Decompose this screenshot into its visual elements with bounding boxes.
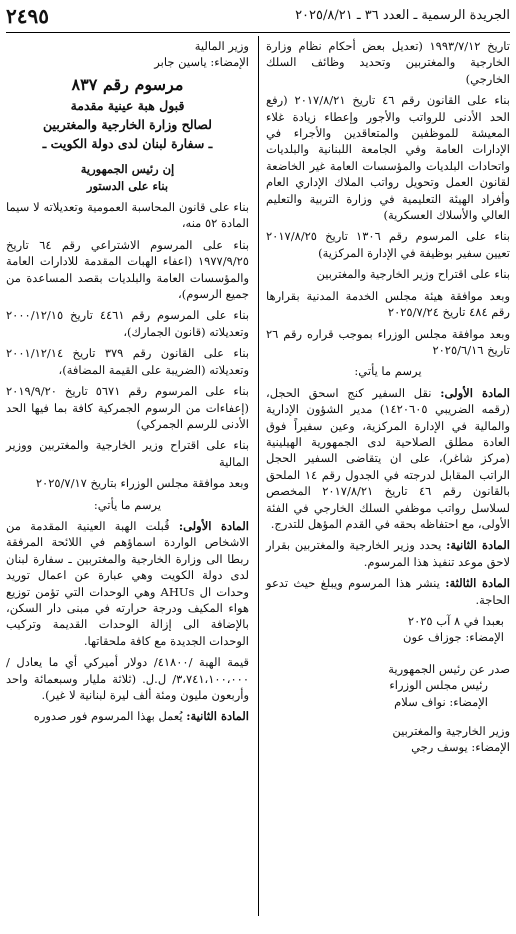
issue-date: بعبدا في ٨ آب ٢٠٢٥ [407,614,504,628]
constitution-heading: بناء على الدستور [86,178,169,193]
left-column [6,38,249,924]
decree-number: مرسوم رقم ٨٣٧ [71,74,184,94]
article-2 [266,537,510,570]
article-label: المادة الثالثة: [445,576,510,591]
article-text: ينشر هذا المرسوم ويبلغ حيث تدعو الحاجة. [266,576,510,607]
issued-by: صدر عن رئيس الجمهورية [388,661,510,676]
finance-signature: الإمضاء: ياسين جابر [154,55,249,70]
paragraph: بناء على المرسوم رقم ٥٦٧١ تاريخ ٢٠١٩/٩/٢٠ (إعفاءات من الرسوم الجمركية كافة بما فيها الحد الأدنى للرسم الجمركي) [6,384,249,431]
decree-title-line: لصالح وزارة الخارجية والمغتربين [43,117,212,133]
column-divider [258,36,259,916]
article-3 [266,575,510,608]
article-label: المادة الأولى: [440,385,510,400]
page-header [6,6,510,33]
page-number: ٢٤٩٥ [6,4,49,28]
finance-title: وزير المالية [194,39,249,53]
paragraph: بناء على اقتراح وزير الخارجية والمغتربين ووزير المالية [6,438,249,469]
gazette-title: الجريدة الرسمية ـ العدد ٣٦ ـ ٢٠٢٥/٨/٢١ [295,8,510,23]
fm-title: وزير الخارجية والمغتربين [392,724,510,739]
article-2 [6,708,249,724]
decrees-heading: يرسم ما يأتي: [354,364,422,379]
paragraph: وبعد موافقة هيئة مجلس الخدمة المدنية بقرارها رقم ٤٨٤ تاريخ ٢٠٢٥/٧/٢٤ [266,288,510,320]
article-text: نقل السفير كنج اسحق الحجل، (رقمه الضريبي ١٤٢٠٦٠٥) مدير الشؤون الإدارية والمالية في الإدارة المركزية، وعين سفيراً فوق العادة مطلق الصلاحية لدى الجمهورية الهيلينية (مركز شاغر)، على ان يتقاضى السفير الحجل الراتب المقابل لدرجته في الجدول رقم ١٤ الملحق بالقانون رقم ٤٦ تاريخ ٢٠١٧/٨/٢١ المخصص لسلاسل رواتب موظفي السلك الخارجي في الفئة الأولى، مع احتفاظه بحقه في القدم المؤهل للتدرج. [266,385,511,531]
pm-title: رئيس مجلس الوزراء [389,678,488,693]
article-1 [266,385,510,533]
president-heading: إن رئيس الجمهورية [80,162,175,177]
pm-signature: الإمضاء: نواف سلام [394,694,488,709]
grant-value: قيمة الهبة /٤١٨٠٠/ دولار أميركي أي ما يعادل /٣،٧٤١،١٠٠،٠٠٠/ ل.ل. (ثلاثة مليار وسبعمائة واحد وأربعون مليون ومئة ألف ليرة لبنانية لا غير). [6,655,249,702]
president-signature: الإمضاء: جوزاف عون [403,630,504,645]
article-label: المادة الأولى: [178,518,249,533]
paragraph: بناء على المرسوم الاشتراعي رقم ٦٤ تاريخ ١٩٧٧/٩/٢٥ (اعفاء الهبات المقدمة للادارات العامة والمؤسسات العامة والبلديات بقصد المساعدة من جميع الرسوم)، [6,237,249,302]
paragraph: تاريخ ١٩٩٣/٧/١٢ (تعديل بعض أحكام نظام وزارة الخارجية والمغتربين وتحديد وظائف السلك الخارجي) [266,39,510,86]
article-label: المادة الثانية: [186,709,249,724]
paragraph: بناء على المرسوم رقم ١٣٠٦ تاريخ ٢٠١٧/٨/٢٥ تعيين سفير بوظيفة في الإدارة المركزية) [266,229,510,260]
article-text: يُعمل بهذا المرسوم فور صدوره [33,709,187,724]
article-text: قُبلت الهبة العينية المقدمة من الاشخاص الواردة اسماؤهم في اللائحة المرفقة ربطا الى وزارة الخارجية والمغتربين ـ سفارة لبنان لدى دولة الكويت وهي عبارة عن اعمال توريد وحدات ال AHUs وهي الوحدات التي تؤمن توزيع هواء المكيف ودرجة حرارته في مبنى دار السكن، بالإضافة الى إزالة الوحدات القديمة وتركيب الوحدات الجديدة مع كافة ملحقاتها. [6,518,249,648]
article-1 [6,518,249,649]
paragraph: بناء على القانون رقم ٤٦ تاريخ ٢٠١٧/٨/٢١ (رفع الحد الأدنى للرواتب والأجور وإعطاء زيادة غلاء المعيشة للموظفين والمتعاقدين والأجراء في الإدارات العامة وفي الجامعة اللبنانية والبلديات واتحادات البلديات والمؤسسات العامة غير الخاضعة لقانون العمل وتحويل رواتب الملاك الإداري العام وأفراد الهيئة التعليمية في وزارة التربية والتعليم العالي والأسلاك العسكرية) [266,93,510,223]
paragraph: بناء على قانون المحاسبة العمومية وتعديلاته لا سيما المادة ٥٢ منه، [6,200,249,231]
article-label: المادة الثانية: [446,538,510,553]
article-text: يحدد وزير الخارجية والمغتربين بقرار لاحق موعد تنفيذ هذا المرسوم. [266,538,510,569]
paragraph: بناء على القانون رقم ٣٧٩ تاريخ ٢٠٠١/١٢/١٤ وتعديلاته (الضريبة على القيمة المضافة)، [6,346,249,377]
paragraph: وبعد موافقة مجلس الوزراء بتاريخ ٢٠٢٥/٧/١٧ [35,476,249,491]
decree-title-line: ـ سفارة لبنان لدى دولة الكويت ـ [42,136,213,152]
paragraph: وبعد موافقة مجلس الوزراء بموجب قراره رقم ٢٦ تاريخ ٢٠٢٥/٦/١٦ [266,326,510,357]
decrees-heading: يرسم ما يأتي: [93,497,162,512]
decree-title-line: قبول هبة عينية مقدمة [70,98,185,114]
right-column [266,38,510,924]
paragraph: بناء على المرسوم رقم ٤٤٦١ تاريخ ٢٠٠٠/١٢/١٥ وتعديلاته (قانون الجمارك)، [6,308,249,339]
fm-signature: الإمضاء: يوسف رجي [411,740,510,755]
paragraph: بناء على اقتراح وزير الخارجية والمغتربين [316,267,510,282]
